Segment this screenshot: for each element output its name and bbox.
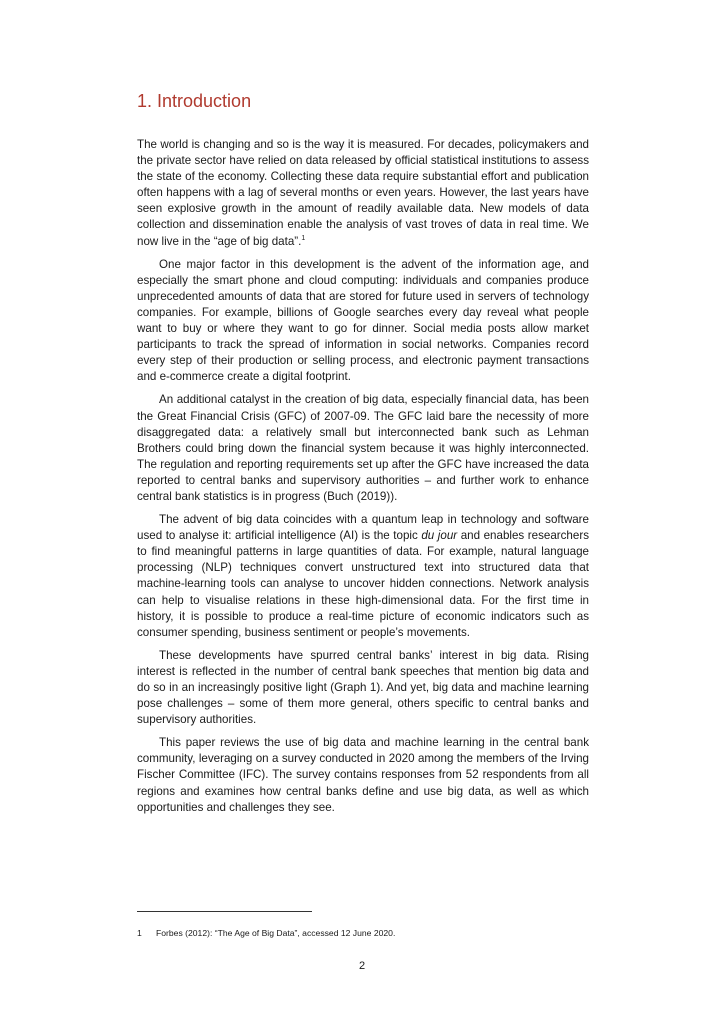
paragraph-4-text-b: and enables researchers to find meaningful patterns in large quantities of data. For example, natural language processing (NLP) techniques convert unstructured text into structured data that machine-learning tools can analyse to uncover hidden connections. Network analysis can help to visualise relations in these high-dimensional data. For the first time in history, it is possible to produce a real-time picture of economic indicators such as consumer spending, business sentiment or people’s movements. bbox=[137, 529, 589, 639]
section-heading: 1. Introduction bbox=[137, 91, 252, 111]
paragraph-3: An additional catalyst in the creation of big data, especially financial data, has been the Great Financial Crisis (GFC) of 2007-09. The GFC laid bare the necessity of more disaggregated data: a relatively small but interconnected bank such as Lehman Brothers could bring down the financial system because it was highly interconnected. The regulation and reporting requirements set up after the GFC have increased the data reported to central banks and supervisory authorities – and further work to enhance central bank statistics is in progress (Buch (2019)). bbox=[137, 393, 589, 503]
footnote-number: 1 bbox=[137, 928, 142, 938]
paragraph-4 bbox=[137, 512, 589, 641]
body-text bbox=[137, 137, 589, 823]
page-number: 2 bbox=[358, 960, 366, 972]
paragraph-1-text: The world is changing and so is the way it is measured. For decades, policymakers and the private sector have relied on data released by official statistical institutions to assess the state of the economy. Collecting these data require substantial effort and publication often happens with a lag of several months or even years. However, the last years have seen explosive growth in the amount of readily available data. New models of data collection and dissemination enable the analysis of vast troves of data in real time. We now live in the “age of big data”. bbox=[137, 138, 589, 248]
footnote bbox=[137, 928, 395, 938]
paragraph-6: This paper reviews the use of big data and machine learning in the central bank community, leveraging on a survey conducted in 2020 among the members of the Irving Fischer Committee (IFC). The survey contains responses from 52 respondents from all regions and examines how central banks define and use big data, as well as which opportunities and challenges they see. bbox=[137, 736, 589, 814]
paragraph-1 bbox=[137, 137, 589, 250]
paragraph-4-text-a: The advent of big data coincides with a quantum leap in technology and software used to analyse it: artificial intelligence (AI) is the topic bbox=[137, 513, 589, 543]
footnote-divider bbox=[137, 911, 312, 912]
paragraph-4-italic: du jour bbox=[421, 529, 458, 543]
footnote-text: Forbes (2012): “The Age of Big Data”, accessed 12 June 2020. bbox=[156, 928, 396, 938]
paragraph-2: One major factor in this development is the advent of the information age, and especially the smart phone and cloud computing: individuals and companies produce unprecedented amounts of data that are stored for future used in servers of technology companies. For example, billions of Google searches every day reveal what people want to buy or where they want to go for dinner. Social media posts allow market participants to track the spread of information in social networks. Companies record every step of their production or selling process, and electronic payment transactions and e-commerce create a digital footprint. bbox=[137, 257, 589, 384]
footnote-reference[interactable]: 1 bbox=[301, 234, 306, 242]
paragraph-5: These developments have spurred central banks’ interest in big data. Rising interest is reflected in the number of central bank speeches that mention big data and do so in an increasingly positive light (Graph 1). And yet, big data and machine learning pose challenges – some of them more general, others specific to central banks and supervisory authorities. bbox=[137, 648, 589, 727]
